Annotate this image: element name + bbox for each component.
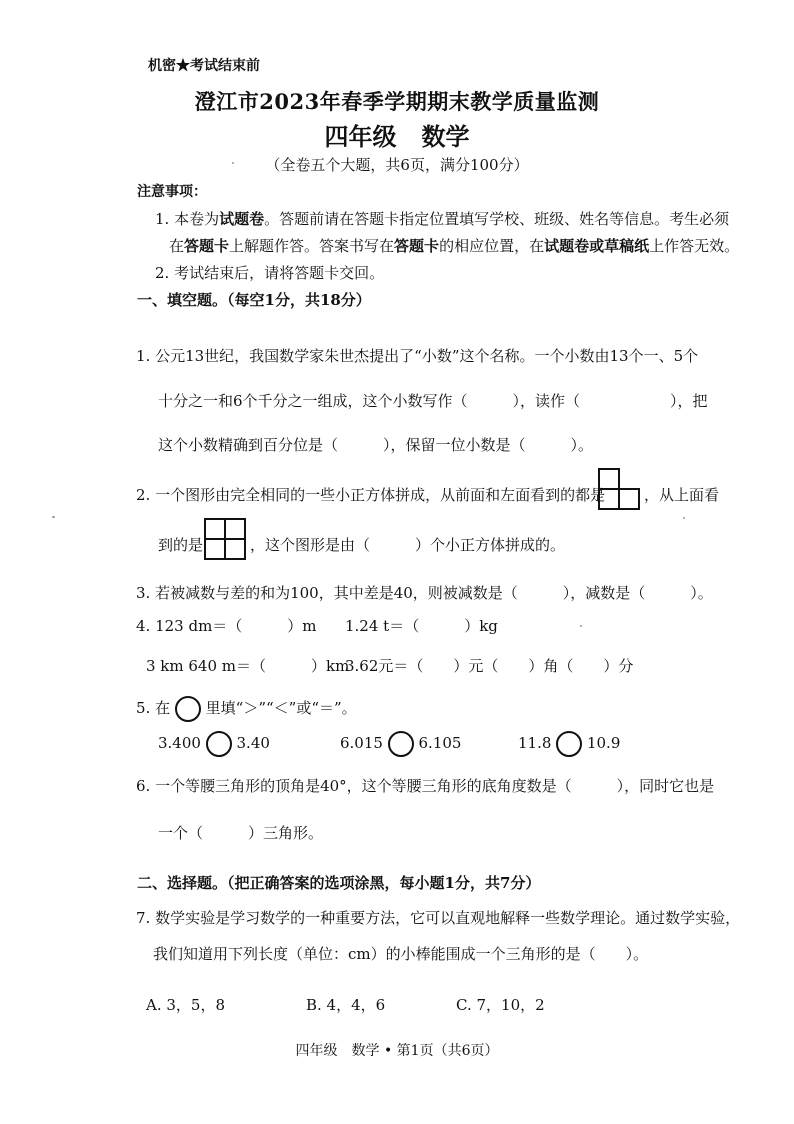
exam-subtitle: 四年级 数学 xyxy=(324,122,470,151)
note-bold: 答题卡 xyxy=(394,237,440,255)
front-view-square-bottom-right xyxy=(618,488,640,510)
scan-speck xyxy=(52,516,55,518)
q4-part-2: 1.24 t＝（ ）kg xyxy=(345,617,498,635)
compare-value-left: 11.8 xyxy=(518,734,552,752)
compare-value-right: 10.9 xyxy=(586,734,621,752)
q1-line-2: 十分之一和6个千分之一组成，这个小数写作（ ），读作（ ），把 xyxy=(158,392,708,410)
front-view-square-bottom-left xyxy=(598,488,620,510)
option-a[interactable]: A. 3，5，8 xyxy=(146,996,225,1014)
section-2-heading: 二、选择题。（把正确答案的选项涂黑，每小题1分，共7分） xyxy=(137,874,541,892)
top-view-square-2 xyxy=(224,518,246,540)
note-text: 在 xyxy=(169,237,185,255)
compare-circle-icon xyxy=(175,696,201,722)
q2-line-1-end: ，从上面看 xyxy=(644,486,720,504)
scan-speck xyxy=(232,162,234,164)
section-1-heading: 一、填空题。（每空1分，共18分） xyxy=(137,291,371,309)
q4-part-4: 3.62元＝（ ）元（ ）角（ ）分 xyxy=(345,657,634,675)
option-c[interactable]: C. 7，10，2 xyxy=(456,996,545,1014)
note-1-line-1 xyxy=(155,208,729,229)
q2-line-1: 2. 一个图形由完全相同的一些小正方体拼成，从前面和左面看到的都是 xyxy=(136,486,606,504)
note-2: 2. 考试结束后，请将答题卡交回。 xyxy=(155,264,385,282)
option-b[interactable]: B. 4，4，6 xyxy=(306,996,386,1014)
q1-line-3: 这个小数精确到百分位是（ ），保留一位小数是（ ）。 xyxy=(158,436,594,454)
q4-part-3: 3 km 640 m＝（ ）km xyxy=(146,657,350,675)
q3: 3. 若被减数与差的和为100，其中差是40，则被减数是（ ），减数是（ ）。 xyxy=(136,584,713,602)
compare-circle-icon[interactable] xyxy=(556,731,582,757)
top-view-square-1 xyxy=(204,518,226,540)
q5-compare-3 xyxy=(518,731,620,757)
note-bold: 试题卷或草稿纸 xyxy=(544,237,650,255)
q5-instruction xyxy=(136,696,357,722)
note-text: 。答题前请在答题卡指定位置填写学校、班级、姓名等信息。考生必须 xyxy=(264,210,730,228)
q5-compare-2 xyxy=(340,731,461,757)
compare-value-right: 6.105 xyxy=(418,734,462,752)
q2-line-2-start: 到的是 xyxy=(158,536,204,554)
exam-meta: （全卷五个大题，共6页，满分100分） xyxy=(265,156,529,174)
scan-speck xyxy=(580,625,582,627)
q4-part-1: 4. 123 dm＝（ ）m xyxy=(136,617,317,635)
note-text: 1. 本卷为 xyxy=(155,210,220,228)
note-bold: 试题卷 xyxy=(219,210,265,228)
q2-line-2-end: ，这个图形是由（ ）个小正方体拼成的。 xyxy=(250,536,566,554)
q5-text-b: 里填“＞”“＜”或“＝”。 xyxy=(205,699,357,717)
note-1-line-2 xyxy=(169,235,739,256)
scan-speck xyxy=(683,517,685,519)
front-view-square-top xyxy=(598,468,620,490)
note-bold: 答题卡 xyxy=(184,237,230,255)
note-text: 上解题作答。答案书写在 xyxy=(229,237,395,255)
compare-circle-icon[interactable] xyxy=(206,731,232,757)
confidential-label: 机密★考试结束前 xyxy=(148,58,260,74)
q6-line-2: 一个（ ）三角形。 xyxy=(158,824,324,842)
compare-value-left: 3.400 xyxy=(158,734,201,752)
compare-circle-icon[interactable] xyxy=(388,731,414,757)
notes-heading: 注意事项： xyxy=(137,184,207,200)
note-text: 上作答无效。 xyxy=(649,237,740,255)
note-text: 的相应位置，在 xyxy=(439,237,545,255)
q5-compare-1 xyxy=(158,731,270,757)
q7-line-1: 7. 数学实验是学习数学的一种重要方法，它可以直观地解释一些数学理论。通过数学实验， xyxy=(136,909,741,927)
q1-line-1: 1. 公元13世纪，我国数学家朱世杰提出了“小数”这个名称。一个小数由13个一、5个 xyxy=(136,347,699,365)
compare-value-left: 6.015 xyxy=(340,734,383,752)
q6-line-1: 6. 一个等腰三角形的顶角是40°，这个等腰三角形的底角度数是（ ），同时它也是 xyxy=(136,777,715,795)
q5-text-a: 5. 在 xyxy=(136,699,171,717)
exam-title: 澄江市2023年春季学期期末教学质量监测 xyxy=(194,89,600,114)
top-view-square-3 xyxy=(204,538,226,560)
page-footer: 四年级 数学 • 第1页（共6页） xyxy=(295,1043,499,1059)
top-view-square-4 xyxy=(224,538,246,560)
q7-line-2: 我们知道用下列长度（单位：cm）的小棒能围成一个三角形的是（ ）。 xyxy=(153,945,649,963)
compare-value-right: 3.40 xyxy=(236,734,270,752)
